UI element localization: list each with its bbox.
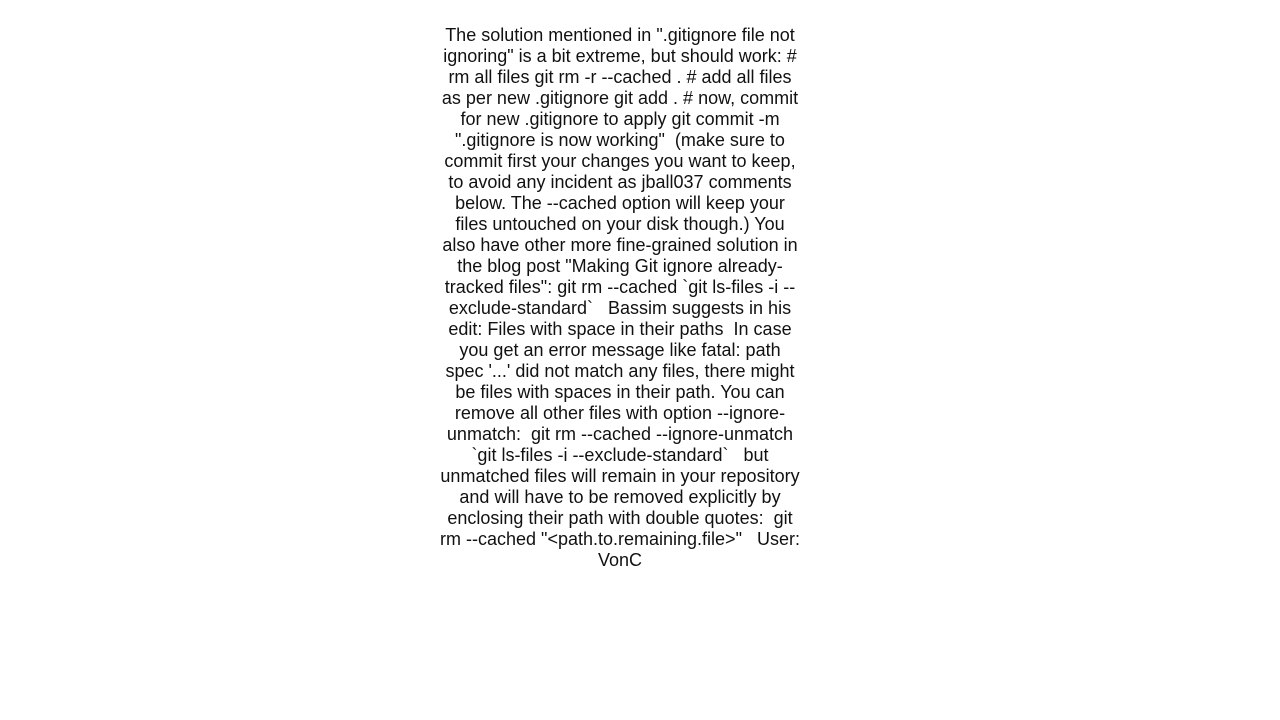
answer-text: The solution mentioned in ".gitignore file not ignoring" is a bit extreme, but should work: # rm all files git rm -r --cached . # add all files as per new .gitignore git add . # now, commit for new .gitignore to apply git commit -m ".gitignore is now working" (make sure to commit first your changes you want to keep, to avoid any incident as jball037 comments below. The --cached option will keep your files untouched on your disk though.) You also have other more fine-grained solution in the blog post "Making Git ignore already-tracked files": git rm --cached `git ls-files -i --exclude-standard` Bassim suggests in his edit: Files with space in their paths In case you get an error message like fatal: path spec '...' did not match any files, there might be files with spaces in their path. You can remove all other files with option --ignore-unmatch: git rm --cached --ignore-unmatch `git ls-files -i --exclude-standard` but unmatched files will remain in your repository and will have to be removed explicitly by enclosing their path with double quotes: git rm --cached "<path.to.remaining.file>" User: VonC xyxy=(440,25,805,570)
